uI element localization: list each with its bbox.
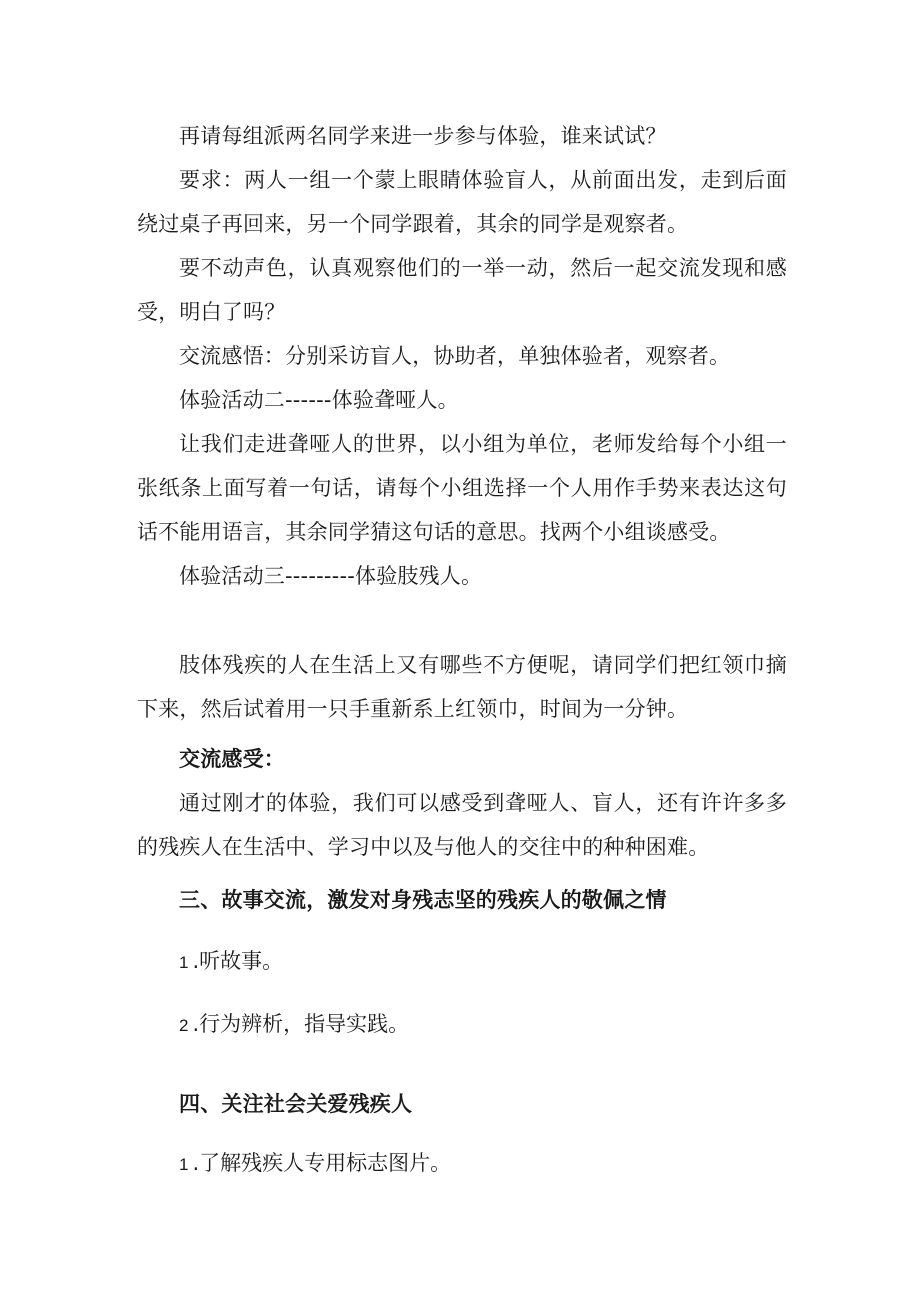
- paragraph-exchange-feelings: 交流感受：: [179, 747, 285, 771]
- paragraph-requirements: 要求：两人一组一个蒙上眼睛体验盲人，从前面出发，走到后面绕过桌子再回来，另一个同学跟着，其余的同学是观察者。: [137, 168, 787, 236]
- paragraph-observe: 要不动声色，认真观察他们的一举一动，然后一起交流发现和感受，明白了吗？: [137, 256, 787, 324]
- paragraph-summary: 通过刚才的体验，我们可以感受到聋哑人、盲人，还有许许多多的残疾人在生活中、学习中以及与他人的交往中的种种困难。: [137, 791, 787, 859]
- paragraph-limb-disability: 肢体残疾的人在生活上又有哪些不方便呢，请同学们把红领巾摘下来，然后试着用一只手重新系上红领巾，时间为一分钟。: [137, 653, 787, 721]
- list-item-text: .行为辨析，指导实践。: [192, 1012, 410, 1036]
- paragraph-exchange-insights: 交流感悟：分别采访盲人，协助者，单独体验者，观察者。: [179, 344, 731, 368]
- list-number: 2: [179, 1016, 189, 1035]
- list-number: 1: [179, 1155, 189, 1174]
- section-three-item-1: [179, 945, 283, 979]
- paragraph-activity-three: 体验活动三---------体验肢残人。: [179, 564, 483, 588]
- list-item-text: .听故事。: [192, 949, 284, 973]
- section-three-item-2: [179, 1008, 409, 1042]
- list-number: 1: [179, 953, 189, 972]
- paragraph-deaf-world: 让我们走进聋哑人的世界，以小组为单位，老师发给每个小组一张纸条上面写着一句话，请每个小组选择一个人用作手势来表达这句话不能用语言，其余同学猜这句话的意思。找两个小组谈感受。: [137, 432, 787, 544]
- section-four-item-1: [179, 1147, 451, 1181]
- paragraph-activity-two: 体验活动二------体验聋哑人。: [179, 388, 459, 412]
- paragraph-invite-participants: 再请每组派两名同学来进一步参与体验，谁来试试？: [179, 124, 667, 148]
- section-three-heading: 三、故事交流，激发对身残志坚的残疾人的敬佩之情: [179, 888, 667, 912]
- list-item-text: .了解残疾人专用标志图片。: [192, 1151, 452, 1175]
- section-four-heading: 四、关注社会关爱残疾人: [179, 1092, 413, 1116]
